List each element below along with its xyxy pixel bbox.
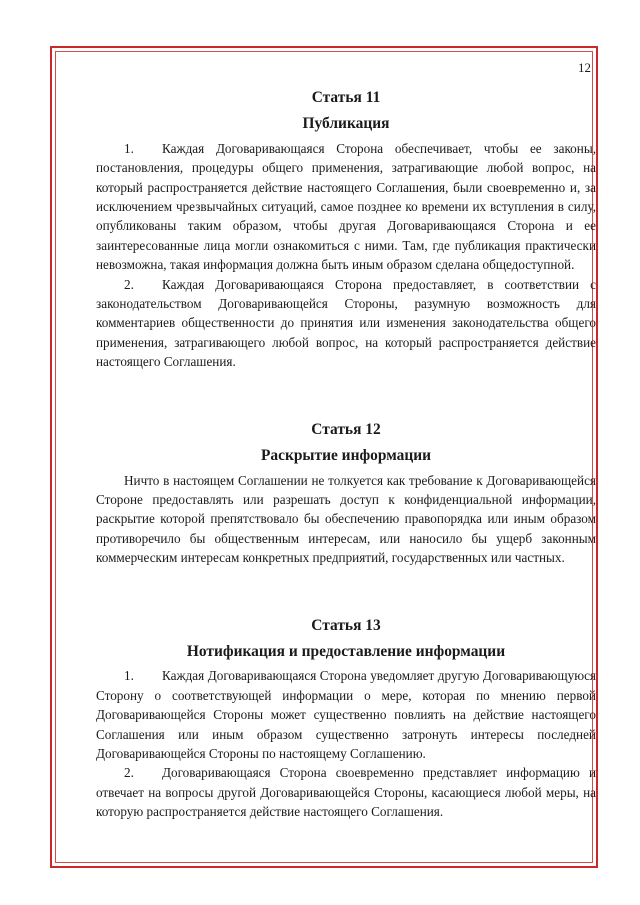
article-number: Статья 11	[311, 89, 381, 106]
paragraph-text: Каждая Договаривающаяся Сторона обеспечивает, чтобы ее законы, постановления, процедуры общего применения, затрагивающие любой вопрос, на который распространяется действие настоящего Соглашения, были своевременно и, за исключением чрезвычайных ситуаций, самое позднее ко времени их вступления в силу, опубликованы таким образом, чтобы другая Договаривающаяся Сторона и ее заинтересованные лица могли ознакомиться с ними. Там, где публикация практически невозможна, такая информация должна быть иным образом сделана общедоступной.	[96, 140, 596, 273]
paragraph-number: 1.	[124, 140, 134, 156]
article-paragraph	[96, 471, 596, 568]
article-13	[96, 616, 596, 822]
paragraph-text: Договаривающаяся Сторона своевременно представляет информацию и отвечает на вопросы другой Договаривающейся Стороны, касающиеся любой меры, на которую распространяется действие настоящего Соглашения.	[96, 765, 596, 820]
paragraph-number: 1.	[124, 668, 134, 684]
article-number: Статья 12	[311, 420, 381, 438]
document-body	[96, 84, 596, 822]
article-title: Публикация	[302, 115, 390, 133]
article-number: Статья 13	[311, 616, 381, 634]
article-paragraph	[96, 139, 596, 275]
article-paragraph	[96, 275, 596, 372]
paragraph-text: Ничто в настоящем Соглашении не толкуется как требование к Договаривающейся Стороне предоставлять или разрешать доступ к конфиденциальной информации, раскрытие которой препятствовало бы обеспечению правопорядка или иным образом противоречило бы общественным интересам, или наносило бы ущерб законным коммерческим интересам конкретных предприятий, государственных или частных.	[96, 472, 596, 566]
paragraph-text: Каждая Договаривающаяся Сторона уведомляет другую Договаривающуюся Сторону о соответствующей информации о мере, которая по мнению первой Договаривающейся Стороны может существенно повлиять на действие настоящего Соглашения или иным образом существенно затронуть интересы последней Договаривающейся Стороны по настоящему Соглашению.	[96, 668, 596, 761]
article-title: Нотификация и предоставление информации	[186, 642, 506, 660]
paragraph-number: 2.	[124, 765, 134, 781]
article-paragraph	[96, 666, 596, 763]
paragraph-text: Каждая Договаривающаяся Сторона предоставляет, в соответствии с законодательством Договаривающейся Стороны, разумную возможность для комментариев общественности до принятия или изменения законодательства общего применения, затрагивающего любой вопрос, на который распространяется действие настоящего Соглашения.	[96, 276, 596, 370]
paragraph-number: 2.	[124, 276, 134, 292]
article-11	[96, 88, 596, 372]
page-number: 12	[578, 60, 591, 75]
article-12	[96, 420, 596, 568]
article-title: Раскрытие информации	[260, 447, 432, 465]
article-paragraph	[96, 763, 596, 821]
